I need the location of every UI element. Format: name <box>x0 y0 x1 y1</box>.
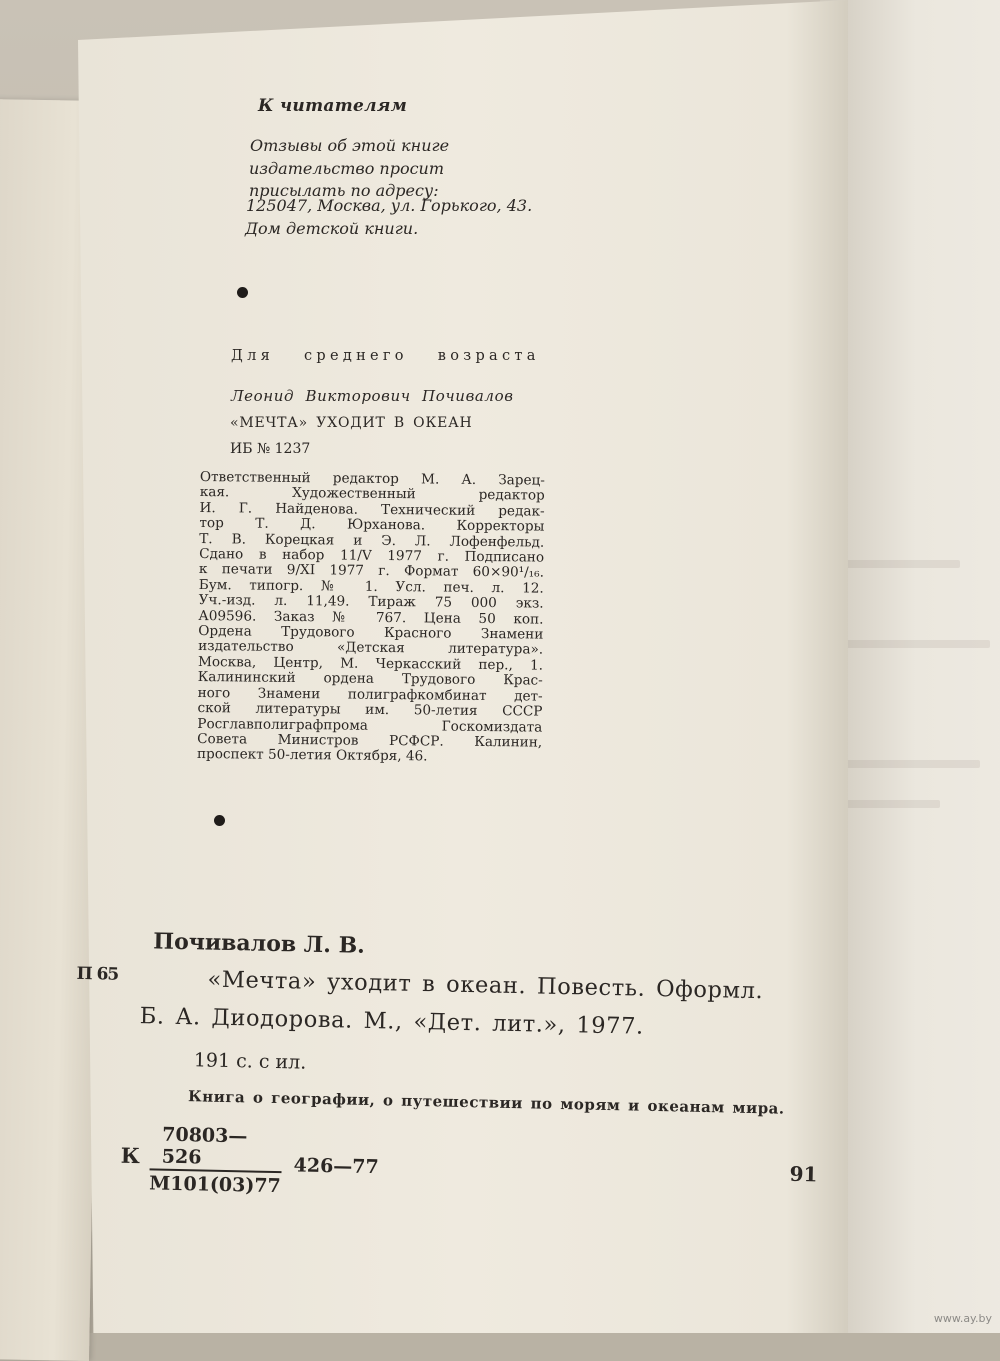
imprint-line: Уч.-изд. л. 11,49. Тираж 75 000 экз. <box>198 592 544 612</box>
imprint-line: И. Г. Найденова. Технический редак- <box>199 499 545 520</box>
imprint-line: издательство «Детская литература». <box>198 638 544 659</box>
catalog-bbk: 91 <box>789 1161 818 1187</box>
imprint-line: Сдано в набор 11/V 1977 г. Подписано <box>199 546 545 566</box>
author-full-name: Леонид Викторович Почивалов <box>231 387 514 405</box>
fraction-denominator: М101(03)77 <box>149 1172 282 1198</box>
imprint-line: Бум. типогр. № 1. Усл. печ. л. 12. <box>198 576 544 597</box>
imprint-line: А09596. Заказ № 767. Цена 50 коп. <box>198 607 544 628</box>
imprint-line: Ордена Трудового Красного Знамени <box>198 623 544 643</box>
imprint-line: Москва, Центр, М. Черкасский пер., 1. <box>197 653 544 674</box>
imprint-line: к печати 9/XI 1977 г. Формат 60×90¹/₁₆. <box>198 561 545 582</box>
imprint-line: тор Т. Д. Юрханова. Корректоры <box>199 515 545 535</box>
reader-note-line: издательство просит <box>249 159 445 178</box>
fraction-numerator: 70803—526 <box>150 1123 283 1173</box>
imprint-line: Совета Министров РСФСР. Калинин, <box>197 730 543 751</box>
imprint-line: проспект 50-летия Октября, 46. <box>196 746 428 765</box>
catalog-index: П 65 <box>76 963 119 985</box>
reader-note-line: Дом детской книги. <box>245 219 419 238</box>
imprint-line: Ответственный редактор М. А. Зарец- <box>199 469 545 489</box>
watermark: www.ay.by <box>933 1312 992 1325</box>
reader-note-line: 125047, Москва, ул. Горького, 43. <box>246 196 533 215</box>
reader-note-heading: К читателям <box>258 96 408 116</box>
reader-note-line: Отзывы об этой книге <box>250 136 450 155</box>
imprint-line: Т. В. Корецкая и Э. Л. Лофенфельд. <box>199 530 545 551</box>
imprint-line: ного Знамени полиграфкомбинат дет- <box>197 684 543 705</box>
age-note: Для среднего возраста <box>231 348 540 364</box>
imprint-line: Росглавполиграфпрома Госкомиздата <box>197 715 543 736</box>
catalog-code-fraction <box>149 1123 282 1197</box>
catalog-author: Почивалов Л. В. <box>153 928 366 959</box>
catalog-code-letter: К <box>120 1142 141 1169</box>
imprint-line: кая. Художественный редактор <box>199 484 545 505</box>
catalog-code-suffix: 426—77 <box>293 1154 379 1179</box>
catalog-description: Б. А. Диодорова. М., «Дет. лит.», 1977. <box>139 1003 645 1040</box>
imprint-line: Калининский ордена Трудового Крас- <box>197 669 543 689</box>
catalog-description: «Мечта» уходит в океан. Повесть. Оформл. <box>207 966 764 1005</box>
reader-note-line: присылать по адресу: <box>249 181 439 200</box>
ib-number: ИБ № 1237 <box>230 441 311 457</box>
catalog-annotation: Книга о географии, о путешествии по морям и океанам мира. <box>187 1087 785 1118</box>
book-title-caps: «МЕЧТА» УХОДИТ В ОКЕАН <box>230 415 473 431</box>
imprint-line: ской литературы им. 50-летия СССР <box>197 700 543 720</box>
catalog-pages: 191 с. с ил. <box>193 1049 307 1074</box>
